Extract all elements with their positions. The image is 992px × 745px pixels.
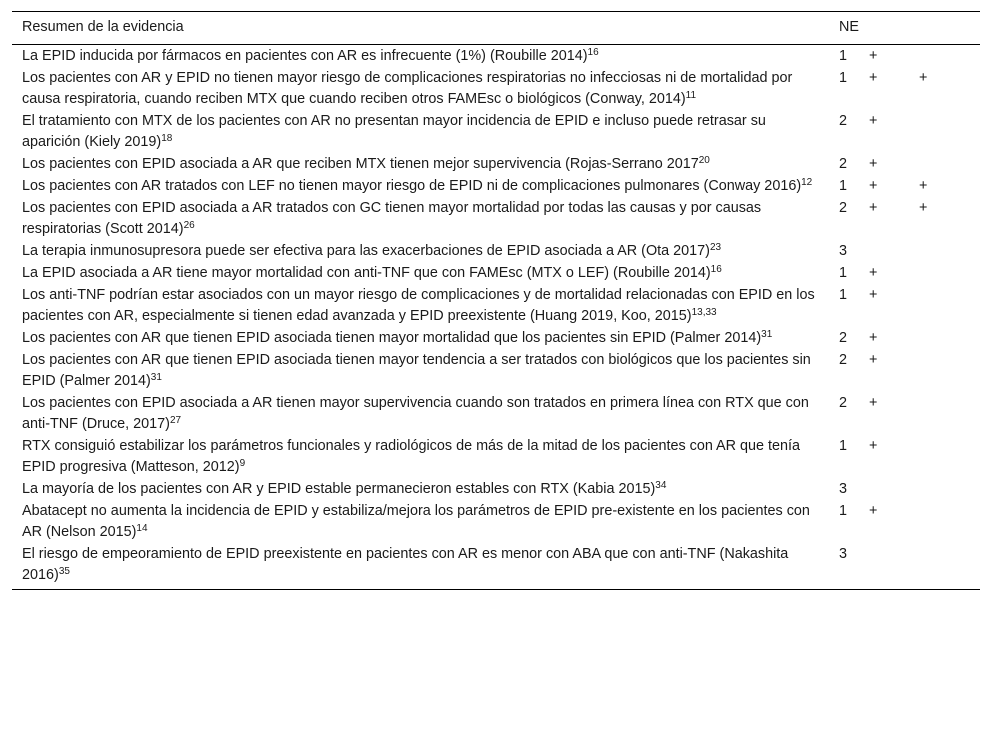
evidence-level-cell: 1 xyxy=(839,503,848,519)
evidence-summary-cell xyxy=(12,241,839,263)
evidence-level-cell: 2 xyxy=(839,352,848,368)
quality-mark-2 xyxy=(919,263,980,285)
table-row xyxy=(12,479,980,501)
quality-mark-2 xyxy=(919,45,980,69)
reference-number: 34 xyxy=(655,480,667,491)
table-row xyxy=(12,350,980,393)
quality-mark-1 xyxy=(869,479,919,501)
table-row xyxy=(12,544,980,590)
quality-mark-2 xyxy=(919,479,980,501)
quality-mark-1: + xyxy=(869,156,878,172)
quality-mark-1: + xyxy=(869,113,878,129)
evidence-summary-cell xyxy=(12,350,839,393)
header-quality-1 xyxy=(869,12,919,45)
quality-mark-2 xyxy=(919,350,980,393)
evidence-level-cell: 1 xyxy=(839,287,848,303)
evidence-body xyxy=(12,45,980,590)
header-level: NE xyxy=(839,12,869,45)
table-row xyxy=(12,111,980,154)
quality-mark-2 xyxy=(919,241,980,263)
evidence-level-cell: 3 xyxy=(839,243,848,259)
reference-number: 35 xyxy=(58,566,70,577)
table-row xyxy=(12,328,980,350)
table-row xyxy=(12,263,980,285)
quality-mark-1: + xyxy=(869,287,878,303)
evidence-level-cell: 1 xyxy=(839,265,848,281)
quality-mark-2 xyxy=(919,154,980,176)
evidence-text: Los pacientes con EPID asociada a AR tienen mayor supervivencia cuando son tratados en primera línea con RTX que con anti-TNF (Druce, 2017) xyxy=(22,395,809,432)
table-row xyxy=(12,501,980,544)
reference-number: 14 xyxy=(136,523,148,534)
quality-mark-2 xyxy=(919,111,980,154)
quality-mark-2 xyxy=(919,501,980,544)
reference-number: 31 xyxy=(150,372,162,383)
quality-mark-1: + xyxy=(869,503,878,519)
quality-mark-2 xyxy=(919,328,980,350)
evidence-level-cell: 3 xyxy=(839,481,848,497)
evidence-summary-cell xyxy=(12,176,839,198)
table-row xyxy=(12,285,980,328)
quality-mark-1: + xyxy=(869,395,878,411)
evidence-level-cell: 2 xyxy=(839,156,848,172)
table-row xyxy=(12,436,980,479)
evidence-text: La terapia inmunosupresora puede ser efectiva para las exacerbaciones de EPID asociada a AR (Ota 2017) xyxy=(22,243,710,259)
evidence-text: Los pacientes con EPID asociada a AR tratados con GC tienen mayor mortalidad por todas las causas y por causas respiratorias (Scott 2014) xyxy=(22,200,762,237)
evidence-table xyxy=(12,11,980,590)
header-quality-2 xyxy=(919,12,980,45)
quality-mark-1: + xyxy=(869,265,878,281)
evidence-text: Los pacientes con AR que tienen EPID asociada tienen mayor mortalidad que los pacientes sin EPID (Palmer 2014) xyxy=(22,330,762,346)
evidence-text: El tratamiento con MTX de los pacientes con AR no presentan mayor incidencia de EPID e incluso puede retrasar su aparición (Kiely 2019) xyxy=(22,113,766,150)
evidence-summary-cell xyxy=(12,198,839,241)
quality-mark-2: + xyxy=(919,178,928,194)
evidence-text: La EPID inducida por fármacos en pacientes con AR es infrecuente (1%) (Roubille 2014) xyxy=(22,48,588,64)
quality-mark-1 xyxy=(869,241,919,263)
evidence-summary-cell xyxy=(12,263,839,285)
evidence-level-cell: 2 xyxy=(839,113,848,129)
evidence-summary-cell xyxy=(12,393,839,436)
evidence-level-cell: 1 xyxy=(839,178,848,194)
quality-mark-2: + xyxy=(919,200,928,216)
evidence-text: El riesgo de empeoramiento de EPID preexistente en pacientes con AR es menor con ABA que con anti-TNF (Nakashita 2016) xyxy=(22,546,789,583)
evidence-level-cell: 1 xyxy=(839,48,848,64)
quality-mark-2 xyxy=(919,393,980,436)
table-row xyxy=(12,241,980,263)
table-row xyxy=(12,176,980,198)
evidence-summary-cell xyxy=(12,479,839,501)
evidence-level-cell: 1 xyxy=(839,70,848,86)
evidence-summary-cell xyxy=(12,328,839,350)
evidence-level-cell: 3 xyxy=(839,544,869,590)
evidence-text: Los pacientes con EPID asociada a AR que reciben MTX tienen mejor supervivencia (Rojas-Serrano 2017 xyxy=(22,156,699,172)
evidence-summary-cell xyxy=(12,45,839,69)
reference-number: 16 xyxy=(587,47,599,58)
evidence-text: Los pacientes con AR y EPID no tienen mayor riesgo de complicaciones respiratorias no infecciosas ni de mortalidad por causa respiratoria, cuando reciben MTX que cuando reciben otros FAMEsc o biológicos (Conway, 2014) xyxy=(22,70,793,107)
evidence-level-cell: 2 xyxy=(839,200,848,216)
quality-mark-1: + xyxy=(869,200,878,216)
evidence-summary-cell xyxy=(12,68,839,111)
evidence-summary-cell xyxy=(12,544,839,590)
reference-number: 11 xyxy=(685,90,697,101)
quality-mark-1: + xyxy=(869,178,878,194)
reference-number: 27 xyxy=(169,415,182,426)
reference-number: 9 xyxy=(239,458,246,469)
quality-mark-1: + xyxy=(869,352,878,368)
header-summary: Resumen de la evidencia xyxy=(12,12,839,45)
table-row xyxy=(12,198,980,241)
evidence-summary-cell xyxy=(12,111,839,154)
quality-mark-2 xyxy=(919,285,980,328)
evidence-text: RTX consiguió estabilizar los parámetros funcionales y radiológicos de más de la mitad de los pacientes con AR que tenía EPID progresiva (Matteson, 2012) xyxy=(22,438,801,475)
quality-mark-1: + xyxy=(869,330,878,346)
reference-number: 26 xyxy=(183,220,195,231)
table-row xyxy=(12,154,980,176)
table-row xyxy=(12,45,980,69)
evidence-summary-cell xyxy=(12,501,839,544)
evidence-summary-cell xyxy=(12,436,839,479)
quality-mark-1: + xyxy=(869,48,878,64)
table-row xyxy=(12,393,980,436)
evidence-level-cell: 1 xyxy=(839,438,848,454)
quality-mark-2 xyxy=(919,544,980,590)
evidence-text: Los pacientes con AR que tienen EPID asociada tienen mayor tendencia a ser tratados con biológicos que los pacientes sin EPID (Palmer 2014) xyxy=(22,352,811,389)
reference-number: 23 xyxy=(709,242,722,253)
reference-number: 12 xyxy=(801,177,813,188)
evidence-text: La mayoría de los pacientes con AR y EPID estable permanecieron estables con RTX (Kabia 2015) xyxy=(22,481,656,497)
quality-mark-1: + xyxy=(869,438,878,454)
quality-mark-1: + xyxy=(869,70,878,86)
quality-mark-1 xyxy=(869,544,919,590)
evidence-text: La EPID asociada a AR tiene mayor mortalidad con anti-TNF que con FAMEsc (MTX o LEF) (Roubille 2014) xyxy=(22,265,711,281)
reference-number: 31 xyxy=(761,329,773,340)
evidence-text: Los anti-TNF podrían estar asociados con un mayor riesgo de complicaciones y de mortalidad relacionadas con EPID en los pacientes con AR, especialmente si tienen edad avanzada y EPID preexistente (Huang 2019, Koo, 2015) xyxy=(22,287,815,324)
evidence-text: Abatacept no aumenta la incidencia de EPID y estabiliza/mejora los parámetros de EPID pre-existente en los pacientes con AR (Nelson 2015) xyxy=(22,503,810,540)
evidence-level-cell: 2 xyxy=(839,395,848,411)
table-header-row xyxy=(12,12,980,45)
table-row xyxy=(12,68,980,111)
reference-number: 13,33 xyxy=(691,307,717,318)
reference-number: 20 xyxy=(698,155,710,166)
quality-mark-2: + xyxy=(919,70,928,86)
reference-number: 16 xyxy=(710,264,722,275)
quality-mark-2 xyxy=(919,436,980,479)
evidence-level-cell: 2 xyxy=(839,330,848,346)
reference-number: 18 xyxy=(161,133,173,144)
evidence-summary-cell xyxy=(12,154,839,176)
evidence-text: Los pacientes con AR tratados con LEF no tienen mayor riesgo de EPID ni de complicaciones pulmonares (Conway 2016) xyxy=(22,178,802,194)
evidence-summary-cell xyxy=(12,285,839,328)
